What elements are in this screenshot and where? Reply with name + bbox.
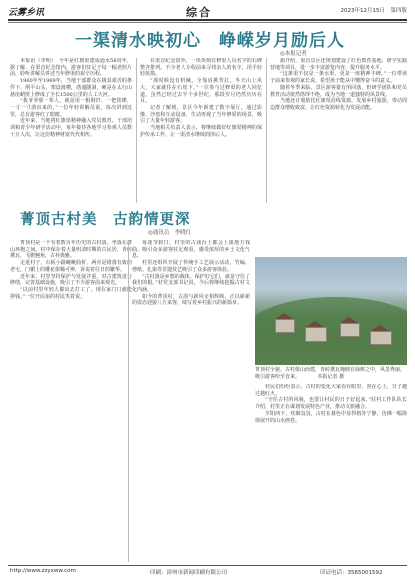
- column-divider: [128, 240, 129, 562]
- photo-roof: [340, 317, 358, 323]
- paragraph: 近年来，当地将红旗渠精神融入党员教育、干部培训和青少年研学活动中，每年接待各地学习参观人员数十万人次，让这份精神财富代代相传。: [10, 118, 132, 138]
- article1-byline: ◎本报记者: [280, 51, 307, 57]
- paragraph: 夕阳西下，炊烟袅袅，古村在暮色中显得格外宁静，仿佛一幅徐徐展开的山水画卷。: [255, 410, 407, 424]
- paragraph: 据介绍，渠首景区还规划建设了红色教育基地、研学实践营地等项目，进一步丰富游览内容，提升服务水平。: [270, 58, 407, 71]
- page-header: [8, 5, 407, 19]
- photo-house: [305, 327, 327, 342]
- paragraph: 走进村子，石板小路蜿蜒曲折，两旁是错落有致的老宅，门楣上的雕花依稀可辨，诉说着往日的繁华。: [10, 260, 132, 273]
- photo-caption: 菁顶村全貌。古村依山而建，青砖黛瓦掩映在绿树之中，风景秀丽，吸引游客纷至沓来。 本报记者 摄: [255, 367, 406, 380]
- article2-byline: ◎通讯员 李晓红: [148, 230, 192, 236]
- article2-column-3: [255, 384, 407, 562]
- main-headline: 一渠清水映初心 峥嵘岁月励后人: [75, 31, 345, 51]
- article1-column-3: [270, 58, 407, 256]
- paragraph: 菁顶村是一个有着数百年历史的古村落，坐落在群山环抱之间。村中保存着大量明清时期的古民居，青砖黛瓦，飞檐翘角，古朴典雅。: [10, 240, 132, 260]
- paragraph: 在渠首纪念馆外，一块块刻有修渠人员名字的石碑整齐排列。不少老人专程前来寻找亲人的名字，用手轻轻抚摸。: [140, 58, 262, 78]
- header-rule: [8, 19, 407, 21]
- article2-column-2: [132, 240, 250, 562]
- paragraph: 村里还组织开展了传统手工艺展示活动，竹编、剪纸、扎染等非遗技艺吸引了众多游客体验。: [132, 260, 250, 273]
- paragraph: 随着冬季来临，景区游客量有所回落，但研学团队和党员教育活动依然络绎不绝，成为当地一道独特的风景线。: [270, 84, 407, 98]
- paragraph: “那时候没有机械，全靠肩挑背扛。冬天山上风大，大家就住在石崖下。”一位参与过修渠的老人回忆道，虽然已经过去半个多世纪，那段岁月仍然历历在目。: [140, 78, 262, 105]
- paragraph: “守住古村的风貌，也要让村民的日子好起来。”驻村工作队队长介绍，村里正在谋划发展特色产业，推动文旅融合。: [255, 397, 407, 411]
- footer-hotline: 印证电话：3565001592: [320, 570, 383, 576]
- paragraph: “以前村里年轻人都出去打工了，现在家门口就能挣钱。”一位开民宿的村民笑着说。: [10, 286, 132, 300]
- paragraph: 记者了解到，景区今年新建了数字展厅，通过影像、沙盘和互动设备，生动再现了当年修渠的场景，吸引了大量年轻游客。: [140, 104, 262, 125]
- section-title: 综合: [186, 6, 212, 19]
- footer-website: http://www.zzyxww.com: [10, 568, 76, 574]
- photo-roof: [306, 321, 324, 327]
- column-divider: [266, 58, 267, 203]
- masthead: 云雾乡讯: [8, 8, 45, 18]
- header-rule-thin: [8, 22, 407, 23]
- article2-headline: 菁顶古村美 古韵情更深: [20, 211, 191, 228]
- paragraph: 村民们纷纷表示，古村的变化大家看在眼里、喜在心上，日子越过越红火。: [255, 384, 407, 397]
- photo-roof: [275, 313, 293, 319]
- article2-column-1: [10, 240, 132, 562]
- dateline: 2023年12月15日 第四版: [340, 8, 407, 14]
- paragraph: 如今的菁顶村，古韵与新风交相辉映，正以崭新的姿态迎接八方来客，续写着乡村振兴的新篇章。: [132, 293, 250, 307]
- paragraph: 当地相关负责人表示，将继续做好红旗渠精神的保护传承工作，让一渠清水继续润泽后人。: [140, 125, 262, 138]
- paragraph: 本报讯（李明） 今年是红旗渠建成通水58周年，据了解，在渠首纪念馆内，游客们驻足于每一幅老照片前，聆听讲解员讲述当年修渠的艰辛历程。: [10, 58, 132, 78]
- paragraph: 当地还计划依托红旗渠沿线资源，发展乡村旅游，带动周边群众增收致富，让红色资源转化为发展动能。: [270, 98, 407, 111]
- paragraph: “我爷爷那一辈人，就是用一根钢钎、一把铁锤，一寸一寸凿出来的。”一位年轻讲解员说，每次讲到这里，总有游客红了眼眶。: [10, 98, 132, 118]
- article2-headline-block: [20, 208, 230, 236]
- footer-printer: 印刷：漳州市新闻印刷有限公司: [150, 570, 228, 576]
- paragraph: 近年来，村里坚持保护与发展并重，对古建筑进行修缮，完善基础设施，吸引了不少游客前来观光。: [10, 273, 132, 287]
- village-photo: [255, 257, 407, 365]
- photo-roof: [371, 325, 389, 331]
- paragraph: 每逢节假日，村里的古戏台上都会上演地方戏曲，吸引众多游客驻足观看，感受浓厚的乡土文化气息。: [132, 240, 250, 260]
- column-divider: [136, 58, 137, 203]
- paragraph: “这条渠不仅是一条水渠，更是一座精神丰碑。”一位带孩子前来参观的家长说，希望孩子能从中懂得奋斗的意义。: [270, 71, 407, 85]
- article1-column-2: [140, 58, 262, 206]
- photo-house: [370, 331, 392, 345]
- photo-house: [275, 319, 295, 333]
- footer-rule: [8, 565, 407, 566]
- article1-column-1: [10, 58, 132, 206]
- photo-house: [340, 323, 360, 337]
- paragraph: 1960年至1969年，当地干部群众在极其艰苦的条件下，削平山头，架设渡槽，凿通隧洞，硬是在太行山悬崖峭壁上修成了全长1500公里的人工天河。: [10, 78, 132, 98]
- paragraph: “古村落是乡愁的载体，保护好它们，就是守住了我们的根。”村党支部书记说，今后将继续挖掘古村文化内涵。: [132, 273, 250, 293]
